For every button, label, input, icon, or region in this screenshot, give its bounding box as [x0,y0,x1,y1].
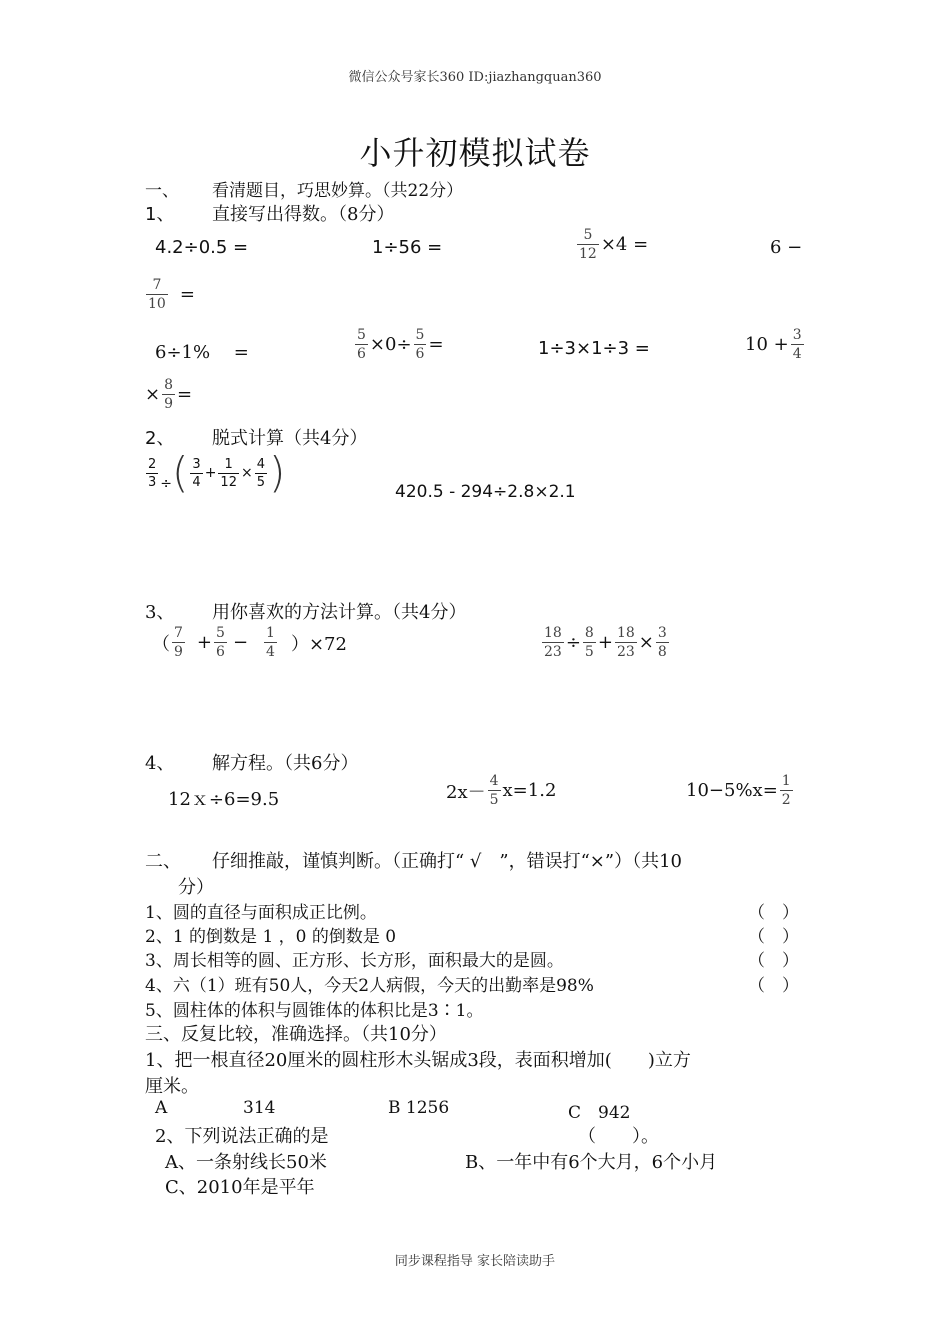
fraction: $\frac{8}{9}$ [164,377,174,412]
choice-q2-bracket[interactable]: （ ）。 [578,1126,659,1147]
q3-expr-1 [152,626,347,659]
q1-expr-5: 6÷1% = [155,342,249,363]
expr-text: ×0÷ [369,334,412,355]
q4-title: 解方程。（共6分） [212,753,359,774]
q1-expr-8-start [745,328,806,361]
judge-item-2: 2、1 的倒数是 1 ，0 的倒数是 0 [145,927,397,947]
fraction: $\frac{8}{5}$ [584,625,594,660]
judge-item-4: 4、六（1）班有50人，今天2人病假，今天的出勤率是98% [145,976,594,996]
expr-text: 10−5%x= [686,780,778,801]
q2-expr-1 [144,448,286,497]
q3-number: 3、 [145,602,175,623]
fraction: $\frac{3}{4}$ [192,456,201,490]
part1-heading-number: 一、 [145,181,179,201]
expr-text: = [179,284,195,305]
expr-text: ÷ [565,632,581,653]
q1-expr-1: 4.2÷0.5 = [155,237,249,258]
choice-q2-option-b[interactable]: B、一年中有6个大月，6个小月 [465,1152,718,1173]
q1-expr-8-end [145,378,192,411]
choice-q1-option-a-label: A [155,1098,168,1118]
expr-text: + [196,632,213,653]
q2-title: 脱式计算（共4分） [212,428,368,449]
q1-expr-4-start: 6 − [770,237,803,258]
judge-item-1: 1、圆的直径与面积成正比例。 [145,903,377,923]
q1-title: 直接写出得数。（8分） [212,204,395,225]
choice-q1-line1: 1、把一根直径20厘米的圆柱形木头锯成3段，表面积增加( )立方 [145,1050,691,1071]
q1-expr-3 [575,228,648,261]
expr-text: = [177,384,193,405]
fraction: $\frac{2}{3}$ [148,456,157,490]
q4-number: 4、 [145,753,175,774]
fraction: $\frac{4}{5}$ [256,456,265,490]
part2-heading-cont: 分） [178,877,214,898]
judge-bracket-1[interactable]: （ ） [748,903,799,923]
close-paren: ) [268,448,286,497]
expr-text: ×4 = [600,234,649,255]
q3-title: 用你喜欢的方法计算。（共4分） [212,602,467,623]
fraction: $\frac{5}{6}$ [216,625,225,660]
expr-text: × [638,632,654,653]
judge-item-5: 5、圆柱体的体积与圆锥体的体积比是3∶1。 [145,1001,484,1021]
q4-equation-3 [686,774,795,807]
part1-heading: 看清题目，巧思妙算。（共22分） [212,181,464,201]
q1-expr-4-end [144,278,195,311]
expr-text: ÷ [160,476,173,492]
expr-text: 10 + [745,334,789,355]
q2-expr-2: 420.5 - 294÷2.8×2.1 [395,482,576,502]
expr-text: = [428,334,444,355]
expr-text: × [145,384,161,405]
q2-number: 2、 [145,428,175,449]
q1-expr-6 [353,328,444,361]
fraction: $\frac{3}{4}$ [792,327,802,362]
q1-number: 1、 [145,204,175,225]
judge-bracket-3[interactable]: （ ） [748,951,799,971]
choice-q1-option-b[interactable]: B 1256 [388,1098,450,1118]
fraction: $\frac{1}{2}$ [781,773,791,808]
choice-q1-option-a[interactable]: 314 [243,1098,276,1118]
fraction: $\frac{1}{12}$ [220,456,237,490]
open-paren: ( [172,448,189,497]
part2-heading-number: 二、 [145,851,181,872]
fraction: $\frac{7}{9}$ [174,625,183,660]
expr-text: + [204,465,217,481]
q3-expr-2 [540,626,671,659]
page-title: 小升初模拟试卷 [359,134,591,172]
expr-text: 2x－ [446,781,486,803]
fraction: $\frac{7}{10}$ [148,277,166,312]
fraction: $\frac{5}{6}$ [415,327,425,362]
q4-equation-2 [446,774,556,807]
judge-bracket-2[interactable]: （ ） [748,927,799,947]
part3-heading: 三、反复比较，准确选择。（共10分） [145,1024,447,1045]
footer-text: 同步课程指导 家长陪读助手 [394,1254,556,1269]
judge-item-3: 3、周长相等的圆、正方形、长方形，面积最大的是圆。 [145,951,564,971]
header-watermark: 微信公众号家长360 ID:jiazhangquan360 [348,70,602,85]
fraction: $\frac{5}{6}$ [357,327,366,362]
choice-q1-option-c[interactable]: C 942 [568,1103,631,1123]
expr-text: ）×72 [290,633,347,655]
q4-equation-1: 12ｘ÷6=9.5 [168,789,280,810]
expr-text: x=1.2 [502,780,557,801]
q1-expr-7: 1÷3×1÷3 = [538,338,650,359]
expr-text: + [597,632,613,653]
choice-q2-option-a[interactable]: A、一条射线长50米 [165,1152,327,1173]
choice-q1-line2: 厘米。 [145,1076,199,1097]
judge-bracket-4[interactable]: （ ） [748,976,799,996]
q1-expr-2: 1÷56 = [372,237,443,258]
part2-heading: 仔细推敲，谨慎判断。（正确打“ √ ”，错误打“×”）（共10 [212,851,682,872]
fraction: $\frac{3}{8}$ [657,625,667,660]
fraction: $\frac{18}{23}$ [616,625,635,660]
choice-q2-option-c[interactable]: C、2010年是平年 [165,1177,315,1198]
expr-text: − [232,632,249,653]
choice-q2-text: 2、下列说法正确的是 [155,1126,329,1147]
fraction: $\frac{4}{5}$ [489,773,499,808]
expr-text: （ [152,633,170,655]
fraction: $\frac{1}{4}$ [266,625,275,660]
fraction: $\frac{5}{12}$ [579,227,597,262]
expr-text: × [240,465,253,481]
fraction: $\frac{18}{23}$ [544,625,562,660]
